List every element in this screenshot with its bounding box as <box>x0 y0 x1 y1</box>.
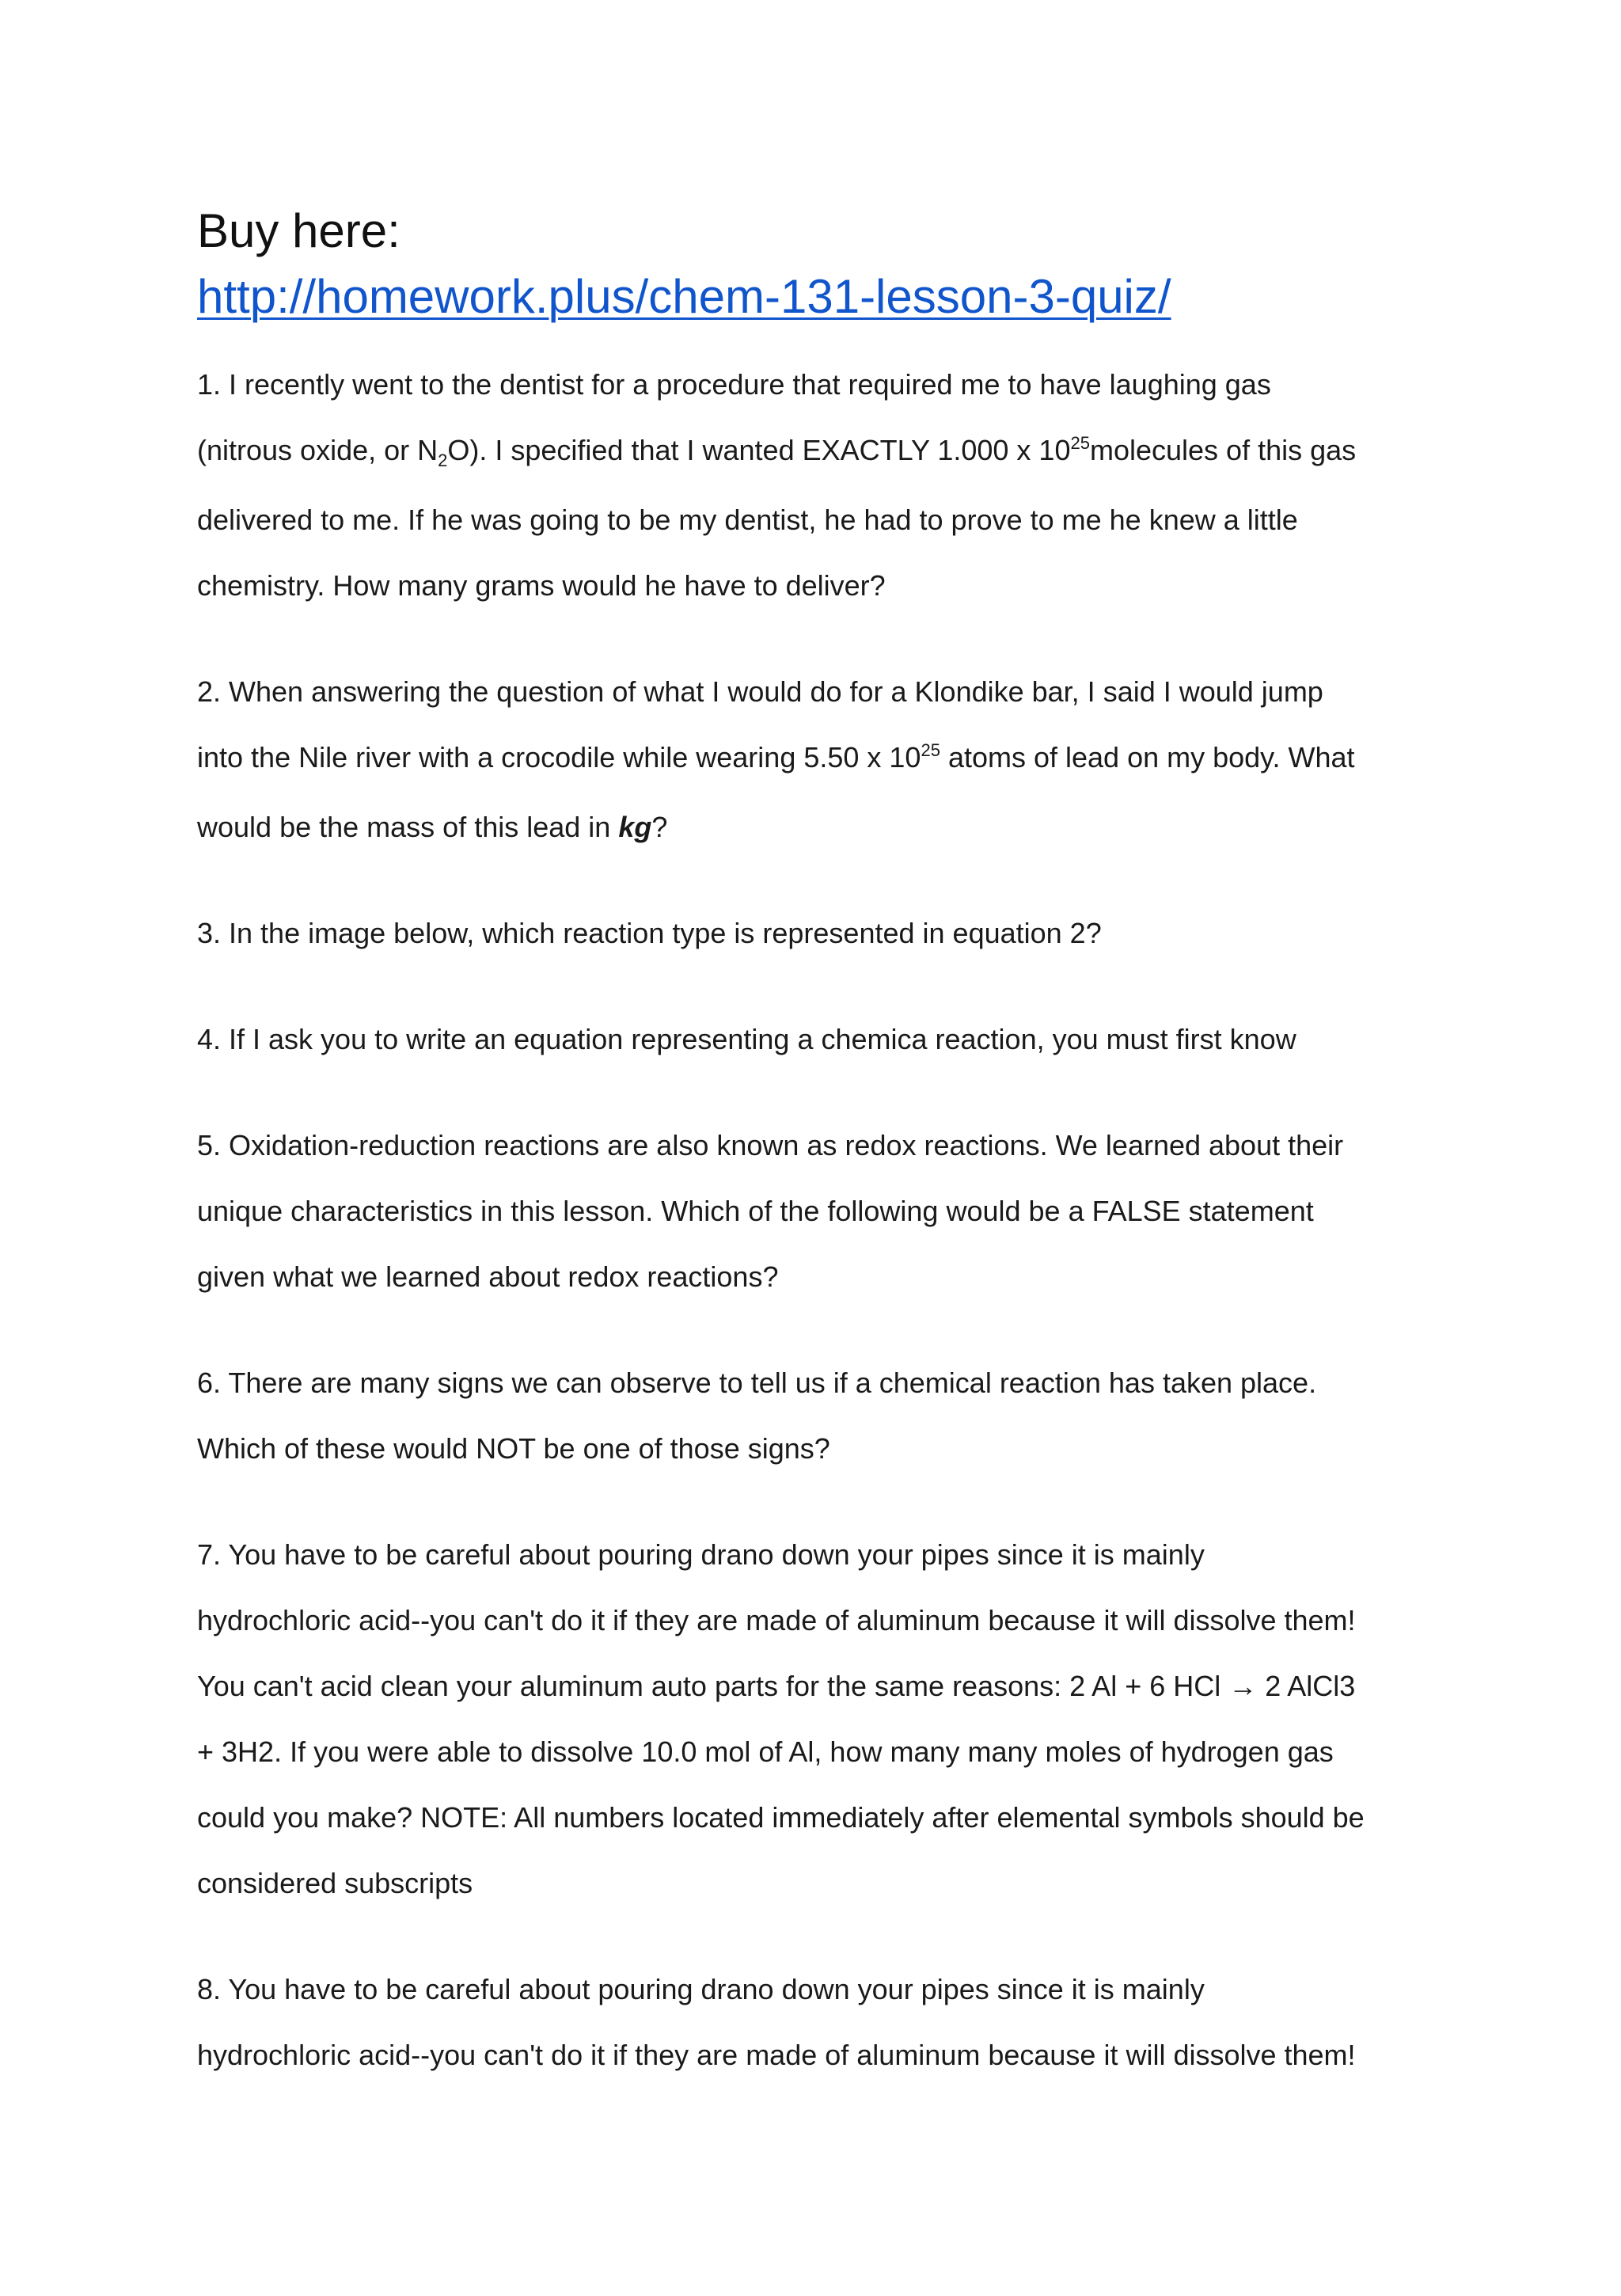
question-1-text-b: O). I specified that I wanted EXACTLY 1.000 x 10 <box>447 434 1071 466</box>
question-7-line-1: 7. You have to be careful about pouring drano down your pipes since it is mainly <box>197 1538 1205 1571</box>
question-5-line-2: unique characteristics in this lesson. Which of the following would be a FALSE statement <box>197 1195 1314 1227</box>
question-6-line-2: Which of these would NOT be one of those signs? <box>197 1432 830 1465</box>
question-2-line-2 <box>197 724 1448 794</box>
document-content <box>197 198 1448 2128</box>
question-5-line-1: 5. Oxidation-reduction reactions are also known as redox reactions. We learned about their <box>197 1129 1344 1161</box>
question-2-text-a: into the Nile river with a crocodile while wearing 5.50 x 10 <box>197 741 921 774</box>
question-1-line-1: 1. I recently went to the dentist for a procedure that required me to have laughing gas <box>197 368 1271 401</box>
question-2-text-b: atoms of lead on my body. What <box>940 741 1355 774</box>
question-7-line-5: could you make? NOTE: All numbers located immediately after elemental symbols should be <box>197 1801 1365 1834</box>
question-6 <box>197 1350 1448 1481</box>
question-8-line-2: hydrochloric acid--you can't do it if they are made of aluminum because it will dissolve them! <box>197 2039 1356 2071</box>
question-1-text-c: molecules of this gas <box>1089 434 1357 466</box>
question-1-line-3: delivered to me. If he was going to be my dentist, he had to prove to me he knew a little <box>197 504 1298 536</box>
question-4 <box>197 1006 1448 1072</box>
page-title: Buy here: <box>197 204 401 257</box>
question-2-text-c: would be the mass of this lead in <box>197 811 619 843</box>
question-3 <box>197 900 1448 966</box>
question-7-line-4: + 3H2. If you were able to dissolve 10.0 mol of Al, how many many moles of hydrogen gas <box>197 1735 1334 1768</box>
question-2-line-1: 2. When answering the question of what I would do for a Klondike bar, I said I would jump <box>197 675 1323 708</box>
question-4-line-1: 4. If I ask you to write an equation representing a chemica reaction, you must first know <box>197 1023 1296 1055</box>
question-2 <box>197 659 1448 860</box>
exponent-25: 25 <box>921 740 940 760</box>
question-8-line-1: 8. You have to be careful about pouring drano down your pipes since it is mainly <box>197 1973 1205 2005</box>
question-1-line-4: chemistry. How many grams would he have to deliver? <box>197 569 886 602</box>
question-2-line-3 <box>197 794 1448 860</box>
question-5-line-3: given what we learned about redox reactions? <box>197 1260 779 1293</box>
question-7-line-2: hydrochloric acid--you can't do it if they are made of aluminum because it will dissolve them! <box>197 1604 1356 1636</box>
question-1-text-a: (nitrous oxide, or N <box>197 434 438 466</box>
purchase-link[interactable]: http://homework.plus/chem-131-lesson-3-quiz/ <box>197 270 1171 323</box>
question-7 <box>197 1522 1448 1916</box>
question-1-line-2 <box>197 417 1448 487</box>
question-2-text-d: ? <box>651 811 668 843</box>
question-1 <box>197 352 1448 618</box>
exponent-25: 25 <box>1070 433 1090 453</box>
question-7-line-3: You can't acid clean your aluminum auto parts for the same reasons: 2 Al + 6 HCl → 2 AlCl3 <box>197 1670 1356 1702</box>
question-3-line-1: 3. In the image below, which reaction type is represented in equation 2? <box>197 917 1102 949</box>
question-7-line-6: considered subscripts <box>197 1867 473 1899</box>
unit-kg: kg <box>618 811 652 843</box>
subscript-2: 2 <box>438 450 448 470</box>
question-5 <box>197 1112 1448 1310</box>
question-6-line-1: 6. There are many signs we can observe to tell us if a chemical reaction has taken place. <box>197 1367 1317 1399</box>
question-8 <box>197 1956 1448 2088</box>
